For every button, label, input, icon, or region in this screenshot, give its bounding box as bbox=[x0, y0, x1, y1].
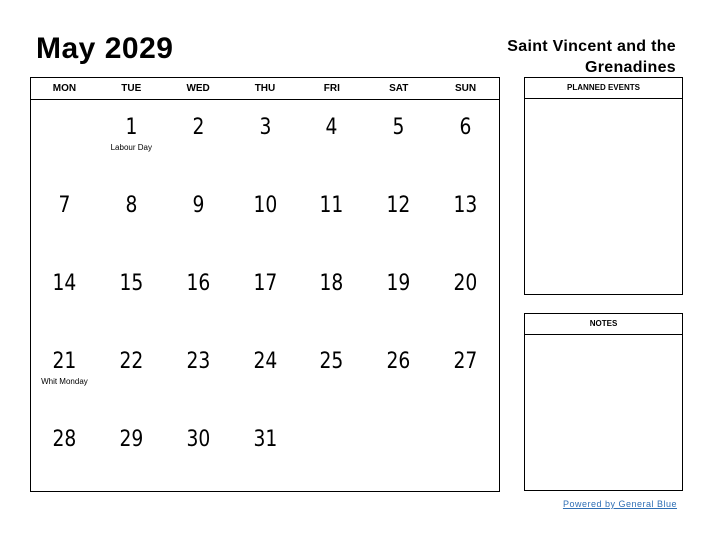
powered-by-link[interactable]: Powered by General Blue bbox=[562, 499, 677, 509]
weekday-label: WED bbox=[186, 83, 210, 94]
day-number: 20 bbox=[453, 271, 478, 296]
day-cell bbox=[98, 100, 165, 178]
day-cell bbox=[432, 412, 499, 490]
day-number: 12 bbox=[386, 193, 411, 218]
day-number: 29 bbox=[119, 427, 144, 452]
calendar-grid bbox=[30, 77, 500, 492]
day-cell bbox=[31, 412, 98, 490]
day-cell bbox=[31, 100, 98, 178]
day-cell bbox=[365, 412, 432, 490]
day-cell bbox=[432, 178, 499, 256]
notes-heading: NOTES bbox=[525, 314, 682, 335]
day-cell bbox=[298, 100, 365, 178]
day-cell bbox=[365, 100, 432, 178]
day-number: 21 bbox=[52, 349, 77, 374]
weekday-label: THU bbox=[254, 83, 276, 94]
day-number: 11 bbox=[319, 193, 344, 218]
day-number: 23 bbox=[186, 349, 211, 374]
day-cell bbox=[232, 100, 299, 178]
day-number: 5 bbox=[392, 115, 405, 140]
day-number: 18 bbox=[319, 271, 344, 296]
day-cell bbox=[432, 334, 499, 412]
day-cell bbox=[432, 100, 499, 178]
day-number: 25 bbox=[319, 349, 344, 374]
day-number: 2 bbox=[192, 115, 205, 140]
day-cell bbox=[232, 334, 299, 412]
day-number: 31 bbox=[253, 427, 277, 452]
day-number: 8 bbox=[125, 193, 138, 218]
day-cell bbox=[98, 334, 165, 412]
day-cell bbox=[98, 256, 165, 334]
planned-events-heading: PLANNED EVENTS bbox=[525, 78, 682, 99]
day-number: 19 bbox=[386, 271, 411, 296]
day-number: 27 bbox=[453, 349, 478, 374]
day-cell bbox=[165, 178, 232, 256]
day-cell bbox=[31, 178, 98, 256]
page-title: May 2029 bbox=[36, 32, 174, 65]
day-cell bbox=[232, 178, 299, 256]
planned-events-panel bbox=[524, 77, 683, 295]
day-number: 13 bbox=[453, 193, 478, 218]
day-cell bbox=[365, 256, 432, 334]
day-number: 17 bbox=[253, 271, 277, 296]
day-cell bbox=[232, 412, 299, 490]
day-number: 28 bbox=[52, 427, 77, 452]
day-cell bbox=[298, 334, 365, 412]
day-number: 3 bbox=[259, 115, 271, 140]
day-number: 6 bbox=[459, 115, 472, 140]
day-cell bbox=[31, 334, 98, 412]
day-number: 15 bbox=[119, 271, 144, 296]
day-cell bbox=[98, 412, 165, 490]
day-number: 1 bbox=[125, 115, 138, 140]
day-cell bbox=[365, 334, 432, 412]
day-cell bbox=[365, 178, 432, 256]
weekday-label: MON bbox=[52, 83, 77, 94]
day-number: 30 bbox=[186, 427, 211, 452]
day-cell bbox=[31, 256, 98, 334]
day-cell bbox=[98, 178, 165, 256]
weekday-label: TUE bbox=[121, 83, 142, 94]
weekday-label: SUN bbox=[455, 83, 477, 94]
holiday-label: Whit Monday bbox=[41, 377, 88, 386]
day-cell bbox=[165, 334, 232, 412]
calendar-body bbox=[31, 100, 499, 490]
day-cell bbox=[298, 256, 365, 334]
day-number: 16 bbox=[186, 271, 211, 296]
day-number: 7 bbox=[58, 193, 71, 218]
weekday-header bbox=[31, 78, 499, 100]
day-cell bbox=[165, 100, 232, 178]
day-cell bbox=[432, 256, 499, 334]
day-number: 9 bbox=[192, 193, 205, 218]
day-number: 4 bbox=[325, 115, 338, 140]
day-number: 10 bbox=[253, 193, 277, 218]
holiday-label: Labour Day bbox=[110, 143, 152, 152]
weekday-label: FRI bbox=[323, 83, 340, 94]
day-number: 22 bbox=[119, 349, 144, 374]
day-number: 26 bbox=[386, 349, 411, 374]
day-number: 14 bbox=[52, 271, 77, 296]
country-name: Saint Vincent and the Grenadines bbox=[507, 38, 676, 76]
day-cell bbox=[165, 256, 232, 334]
weekday-label: SAT bbox=[389, 83, 409, 94]
day-cell bbox=[298, 178, 365, 256]
day-cell bbox=[232, 256, 299, 334]
day-number: 24 bbox=[253, 349, 277, 374]
day-cell bbox=[298, 412, 365, 490]
day-cell bbox=[165, 412, 232, 490]
notes-panel bbox=[524, 313, 683, 491]
